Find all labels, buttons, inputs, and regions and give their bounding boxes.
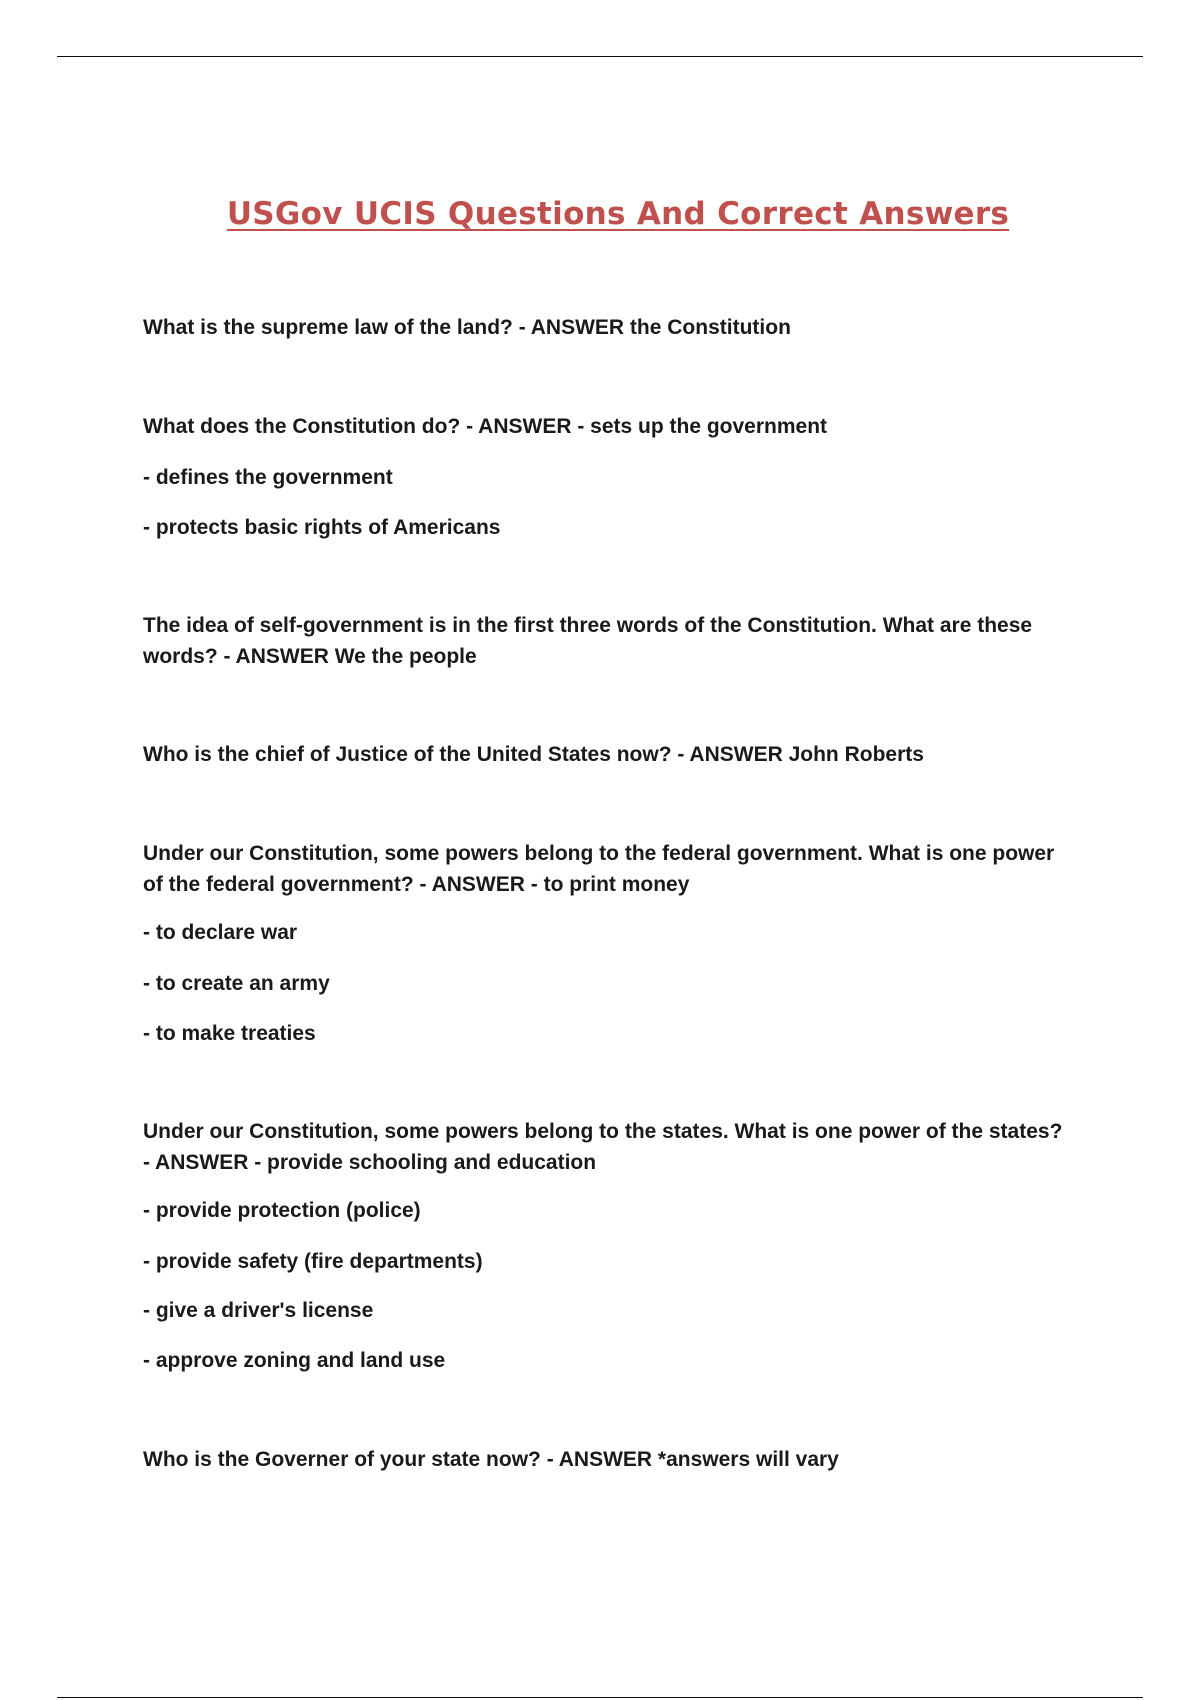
qa-answer-item: - provide protection (police) [143, 1199, 421, 1222]
qa-answer-item: - to create an army [143, 972, 330, 995]
qa-question: What does the Constitution do? - ANSWER - sets up the government [143, 415, 828, 438]
qa-question: What is the supreme law of the land? - ANSWER the Constitution [143, 316, 791, 339]
qa-question: Who is the chief of Justice of the United States now? - ANSWER John Roberts [143, 743, 924, 766]
document-title: USGov UCIS Questions And Correct Answers [226, 196, 1010, 232]
footer-rule [57, 1697, 1143, 1698]
qa-question: Who is the Governer of your state now? - ANSWER *answers will vary [143, 1448, 839, 1471]
qa-answer-item: - defines the government [143, 466, 393, 489]
qa-answer-item: - to declare war [143, 921, 298, 944]
qa-answer-item: - provide safety (fire departments) [143, 1250, 483, 1273]
qa-question: Under our Constitution, some powers belong to the federal government. What is one power of the federal government? - ANSWER - to print money [143, 842, 1055, 896]
qa-answer-item: - to make treaties [143, 1022, 316, 1045]
qa-answer-item: - give a driver's license [143, 1299, 374, 1322]
qa-question: The idea of self-government is in the first three words of the Constitution. What are these words? - ANSWER We the people [143, 614, 1033, 668]
qa-answer-item: - approve zoning and land use [143, 1349, 446, 1372]
qa-question: Under our Constitution, some powers belong to the states. What is one power of the states? - ANSWER - provide schooling and education [143, 1120, 1063, 1174]
qa-answer-item: - protects basic rights of Americans [143, 516, 501, 539]
header-rule [57, 56, 1143, 57]
